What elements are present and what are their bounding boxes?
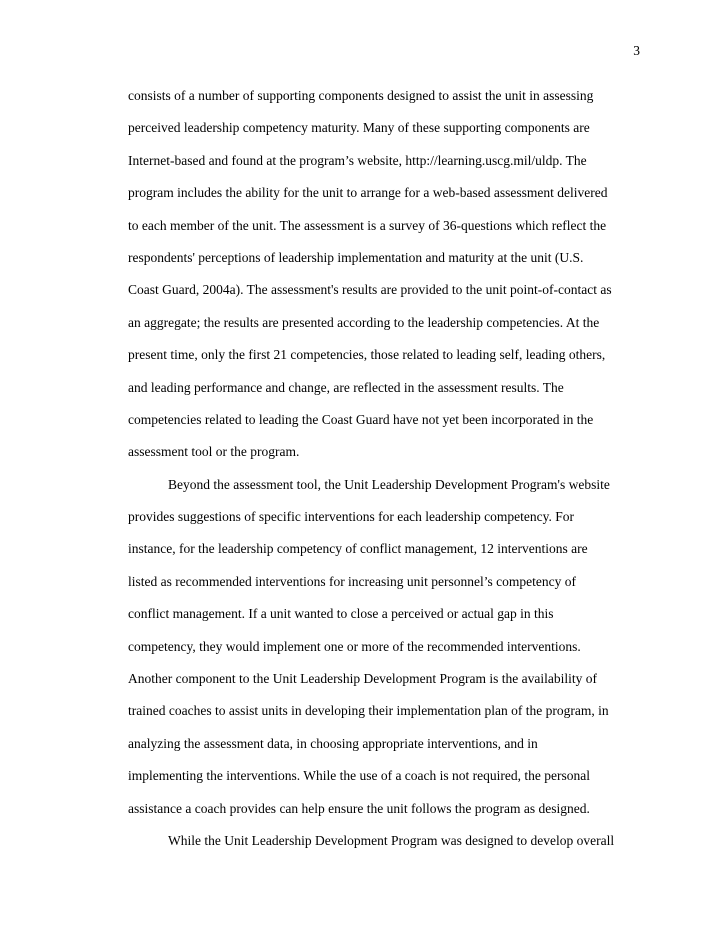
text-line: provides suggestions of specific interventions for each leadership competency. For bbox=[128, 509, 574, 525]
text-line: conflict management. If a unit wanted to close a perceived or actual gap in this bbox=[128, 606, 554, 622]
text-line: competencies related to leading the Coast Guard have not yet been incorporated in the bbox=[128, 411, 594, 427]
text-line: implementing the interventions. While the use of a coach is not required, the personal bbox=[128, 768, 590, 784]
text-line: and leading performance and change, are reflected in the assessment results. The bbox=[128, 379, 564, 395]
paragraph-start-line: Beyond the assessment tool, the Unit Leadership Development Program's website bbox=[168, 476, 610, 492]
text-line: instance, for the leadership competency of conflict management, 12 interventions are bbox=[128, 541, 588, 557]
text-line: respondents' perceptions of leadership implementation and maturity at the unit (U.S. bbox=[128, 249, 584, 265]
text-line: trained coaches to assist units in developing their implementation plan of the program, in bbox=[128, 703, 609, 719]
text-line: listed as recommended interventions for increasing unit personnel’s competency of bbox=[128, 573, 576, 589]
text-line: competency, they would implement one or more of the recommended interventions. bbox=[128, 638, 581, 654]
text-line: perceived leadership competency maturity. Many of these supporting components are bbox=[128, 120, 590, 136]
text-line: analyzing the assessment data, in choosing appropriate interventions, and in bbox=[128, 735, 538, 751]
text-line: program includes the ability for the unit to arrange for a web-based assessment delivered bbox=[128, 185, 608, 201]
text-line: to each member of the unit. The assessment is a survey of 36-questions which reflect the bbox=[128, 217, 607, 233]
text-line: consists of a number of supporting components designed to assist the unit in assessing bbox=[128, 88, 594, 103]
text-line: assistance a coach provides can help ensure the unit follows the program as designed. bbox=[128, 800, 590, 816]
text-line: assessment tool or the program. bbox=[128, 444, 300, 460]
text-line: Coast Guard, 2004a). The assessment's results are provided to the unit point-of-contact as bbox=[128, 282, 612, 298]
text-line: Another component to the Unit Leadership Development Program is the availability of bbox=[128, 671, 598, 687]
paragraph-start-line: While the Unit Leadership Development Program was designed to develop overall bbox=[168, 832, 615, 848]
body-text bbox=[128, 88, 658, 865]
page-number: 3 bbox=[633, 43, 640, 58]
text-line: an aggregate; the results are presented according to the leadership competencies. At the bbox=[128, 314, 600, 330]
text-line: Internet-based and found at the program’s website, http://learning.uscg.mil/uldp. The bbox=[128, 152, 587, 168]
text-line: present time, only the first 21 competencies, those related to leading self, leading others, bbox=[128, 347, 606, 363]
